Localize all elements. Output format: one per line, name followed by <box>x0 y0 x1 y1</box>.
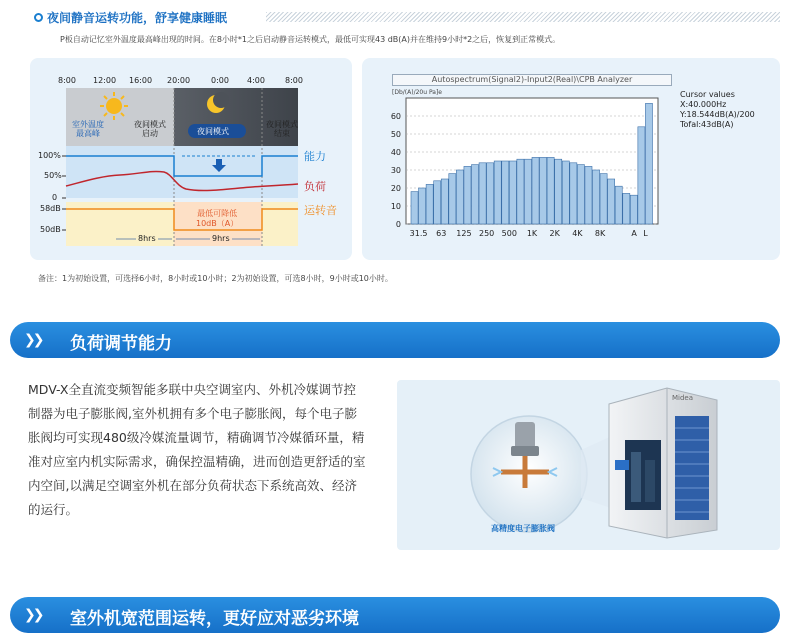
time-tick: 16:00 <box>129 76 153 85</box>
y-tick-label: 10 <box>390 202 401 211</box>
span-9hrs: 9hrs <box>212 234 230 243</box>
night-end-label: 夜间模式 结束 <box>266 120 298 138</box>
spectrum-bar <box>600 174 607 224</box>
y-tick-label: 30 <box>390 166 401 175</box>
spectrum-bar <box>524 159 531 224</box>
spectrum-bar <box>441 179 448 224</box>
x-tick-label: 31.5 <box>409 229 428 238</box>
spectrum-bar <box>638 127 645 224</box>
brand-logo: Midea <box>672 394 694 402</box>
spectrum-bar <box>494 161 501 224</box>
time-tick: 8:00 <box>58 76 76 85</box>
x-tick-label: 4K <box>572 229 583 238</box>
spectrum-bar <box>502 161 509 224</box>
x-tick-label: 8K <box>594 229 606 238</box>
spectrum-bar <box>411 192 418 224</box>
night-start-label: 夜间模式 启动 <box>134 120 166 138</box>
section-header-night <box>34 10 780 26</box>
double-chevron-icon: ❯❯ <box>24 332 42 348</box>
x-tick-label: 63 <box>436 229 447 238</box>
valve-caption: 高精度电子膨胀阀 <box>491 524 555 533</box>
night-mode-label: 夜间模式 <box>197 127 229 136</box>
y-tick-50db: 50dB <box>40 225 61 234</box>
spectrum-bar <box>547 157 554 224</box>
spectrum-bar <box>555 159 562 224</box>
cursor-y: Y:18.544dB(A)/200 <box>680 110 755 119</box>
spectrum-bar <box>434 181 441 224</box>
spectrum-bar <box>562 161 569 224</box>
spectrum-bar <box>608 179 615 224</box>
spectrum-bar <box>645 103 652 224</box>
section-band-wide-range <box>10 597 780 633</box>
y-tick-0: 0 <box>52 193 58 202</box>
double-chevron-icon: ❯❯ <box>24 607 42 623</box>
x-tick-label: 250 <box>478 229 495 238</box>
x-tick-label: 2K <box>549 229 560 238</box>
cursor-values <box>680 90 755 130</box>
y-tick-58db: 58dB <box>40 204 61 213</box>
spectrum-bar <box>509 161 516 224</box>
spectrum-bar <box>472 165 479 224</box>
footnote: 备注：1为初始设置，可选择6小时，8小时或10小时；2为初始设置，可选8小时，9小时或10小时。 <box>38 274 393 283</box>
cursor-total: Tofal:43dB(A) <box>680 120 734 129</box>
load-description: MDV-X全直流变频智能多联中央空调室内、外机冷媒调节控制器为电子膨胀阀,室外机拥有多个电子膨胀阀，每个电子膨胀阀均可实现480级冷媒流量调节，精确调节冷媒循环量，精准对应室内机实际需求，确保控温精确，进而创造更舒适的室内空间,以满足空调室外机在部分负荷状态下系统高效、经济的运行。 <box>28 382 366 517</box>
spectrum-bar <box>419 188 426 224</box>
spectrum-bar <box>487 163 494 224</box>
spectrum-bar <box>630 195 637 224</box>
y-tick-label: 50 <box>390 130 401 139</box>
time-tick: 12:00 <box>93 76 117 85</box>
x-tick-label: L <box>643 229 648 238</box>
spectrum-bar <box>577 165 584 224</box>
x-tick-label: A <box>631 229 637 238</box>
section-band-load <box>10 322 780 358</box>
x-tick-label: 500 <box>501 229 517 238</box>
product-illustration <box>397 380 780 550</box>
legend-noise: 运转音 <box>304 204 337 217</box>
analyzer-unit: [Db/(A)/20u Pa]e <box>392 89 443 96</box>
y-tick-50: 50% <box>44 171 62 180</box>
spectrum-bar <box>517 159 524 224</box>
spectrum-bar <box>479 163 486 224</box>
outdoor-unit-image <box>609 388 717 538</box>
night-mode-diagram <box>30 58 352 260</box>
peak-label: 室外温度 最高峰 <box>72 120 104 138</box>
spectrum-bar <box>464 166 471 224</box>
brand-badge <box>615 460 629 470</box>
spectrum-bar <box>585 166 592 224</box>
spectrum-bar <box>449 174 456 224</box>
analyzer-title: Autospectrum(Signal2)-Input2(Real)\CPB Analyzer <box>392 74 672 86</box>
spectrum-bar <box>593 170 600 224</box>
y-tick-label: 20 <box>390 184 401 193</box>
spectrum-bar <box>540 157 547 224</box>
section-title-wide-range: 室外机宽范围运转，更好应对恶劣环境 <box>70 609 359 629</box>
time-tick: 8:00 <box>285 76 303 85</box>
y-tick-100: 100% <box>38 151 61 160</box>
reduction-label: 最低可降低 10dB（A） <box>196 209 239 228</box>
spectrum-chart <box>362 58 672 258</box>
bullet-icon <box>34 13 43 22</box>
y-tick-label: 40 <box>390 148 401 157</box>
x-tick-label: 1K <box>526 229 538 238</box>
legend-capacity: 能力 <box>304 150 326 163</box>
y-tick-label: 0 <box>395 220 401 229</box>
section-title-night: 夜间静音运转功能，舒享健康睡眠 <box>47 11 228 25</box>
cursor-x: X:40.000Hz <box>680 100 727 109</box>
span-8hrs: 8hrs <box>138 234 156 243</box>
section-title-load: 负荷调节能力 <box>70 334 172 354</box>
spectrum-bar <box>623 193 630 224</box>
x-tick-label: 125 <box>456 229 472 238</box>
decorative-hatch <box>266 12 780 22</box>
time-tick: 20:00 <box>167 76 191 85</box>
time-tick: 4:00 <box>247 76 265 85</box>
spectrum-bar <box>456 170 463 224</box>
spectrum-bar <box>532 157 539 224</box>
spectrum-bar <box>570 163 577 224</box>
cpb-analyzer-panel <box>362 58 780 260</box>
spectrum-bar <box>426 184 433 224</box>
intro-text: P板自动记忆室外温度最高峰出现的时间。在8小时*1之后启动静音运转模式，最低可实现43 dB(A)并在维持9小时*2之后，恢复到正常模式。 <box>60 35 561 44</box>
legend-load: 负荷 <box>304 180 326 193</box>
time-tick: 0:00 <box>211 76 229 85</box>
spectrum-bar <box>615 186 622 224</box>
cursor-title: Cursor values <box>680 90 735 99</box>
y-tick-label: 60 <box>390 112 401 121</box>
